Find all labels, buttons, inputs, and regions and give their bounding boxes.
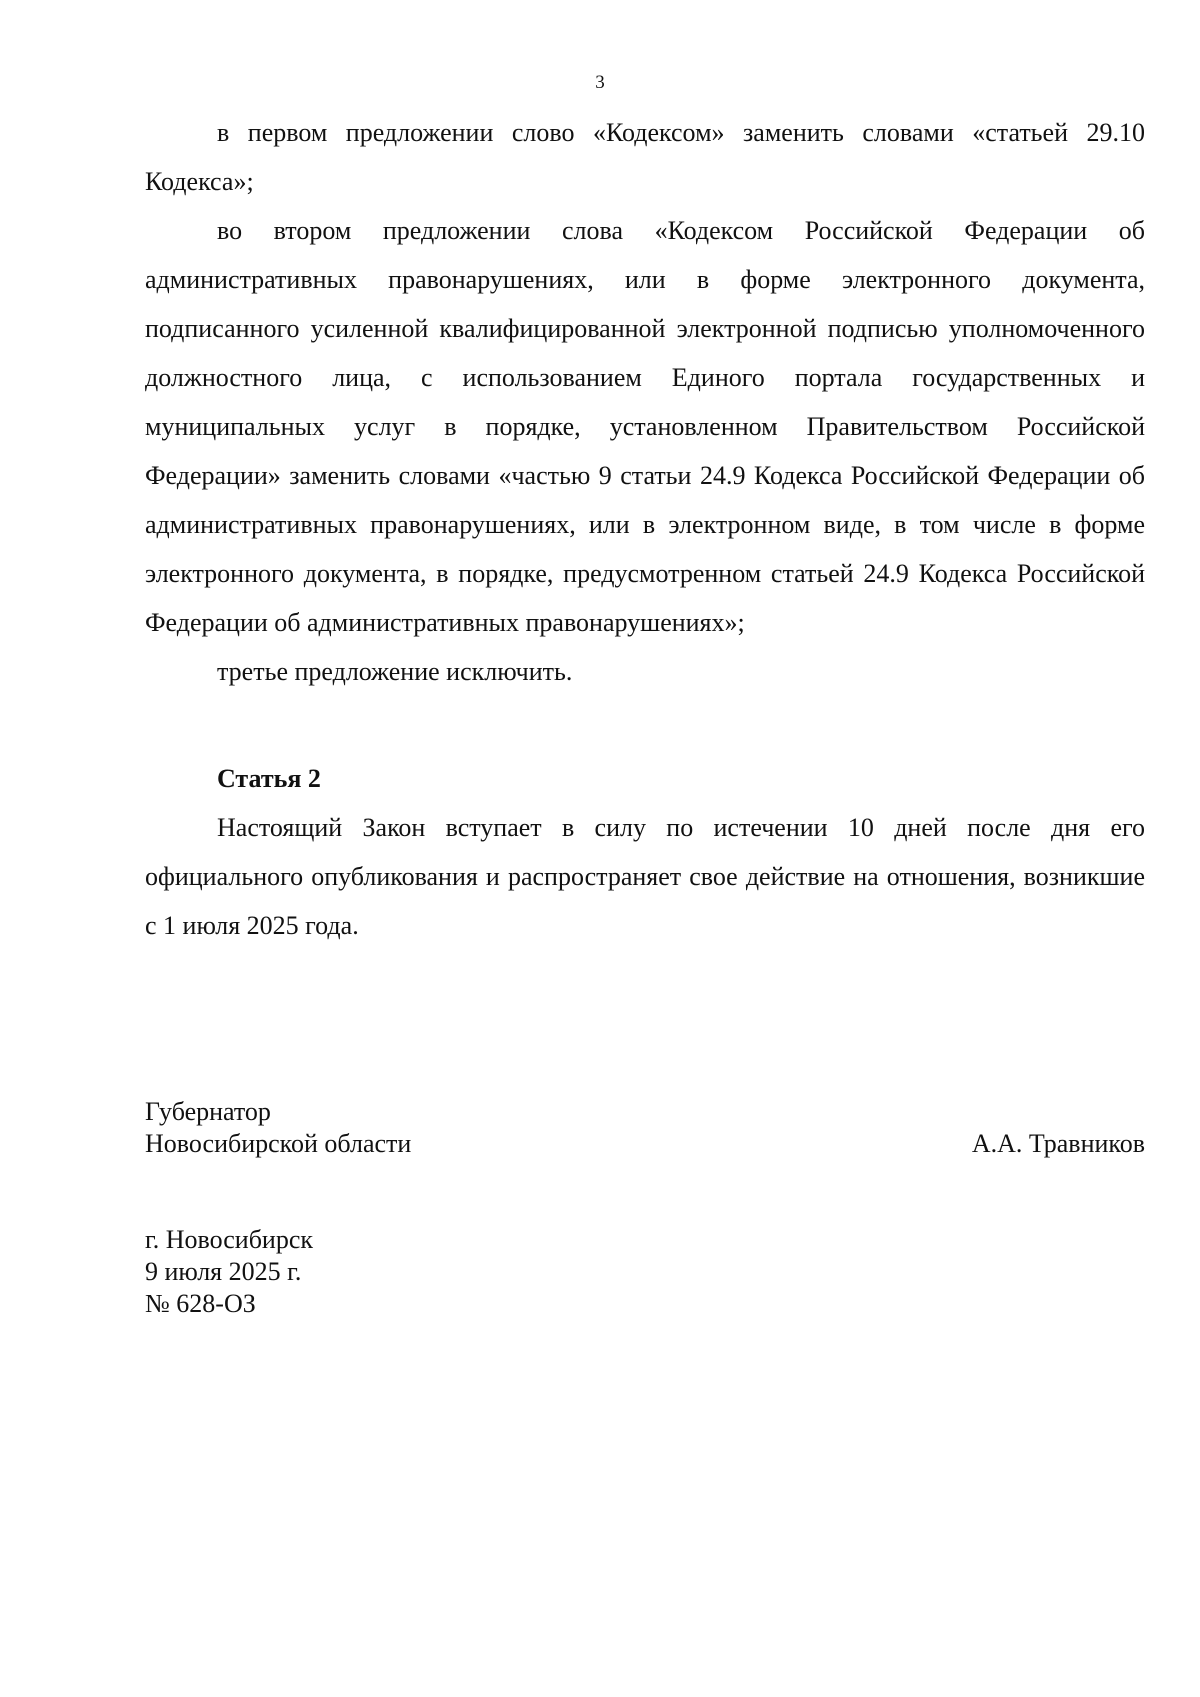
paragraph-third-sentence: третье предложение исключить. xyxy=(217,657,573,686)
place-date-block xyxy=(145,1224,313,1320)
article-heading: Статья 2 xyxy=(217,764,321,793)
signatory-title-line1: Губернатор xyxy=(145,1097,271,1126)
document-body xyxy=(145,108,1145,950)
signature-row xyxy=(145,1128,1145,1160)
signatory-name: А.А. Травников xyxy=(971,1129,1145,1158)
signing-date: 9 июля 2025 г. xyxy=(145,1257,302,1286)
page-number: 3 xyxy=(595,72,605,93)
signing-place: г. Новосибирск xyxy=(145,1225,314,1254)
paragraph-first-sentence: в первом предложении слово «Кодексом» заменить словами «статьей 29.10 Кодекса»; xyxy=(145,118,1145,196)
signatory-title-line2: Новосибирской области xyxy=(145,1129,412,1158)
signature-block xyxy=(145,1096,1145,1160)
article-text: Настоящий Закон вступает в силу по истечении 10 дней после дня его официального опубликования и распространяет свое действие на отношения, возникшие с 1 июля 2025 года. xyxy=(145,813,1145,940)
paragraph-second-sentence: во втором предложении слова «Кодексом Российской Федерации об административных правонарушениях, или в форме электронного документа, подписанного усиленной квалифицированной электронной подписью уполномоченного должностного лица, с использованием Единого портала государственных и муниципальных услуг в порядке, установленном Правительством Российской Федерации» заменить словами «частью 9 статьи 24.9 Кодекса Российской Федерации об административных правонарушениях, или в электронном виде, в том числе в форме электронного документа, в порядке, предусмотренном статьей 24.9 Кодекса Российской Федерации об административных правонарушениях»; xyxy=(145,216,1145,637)
law-number: № 628-ОЗ xyxy=(145,1289,256,1318)
